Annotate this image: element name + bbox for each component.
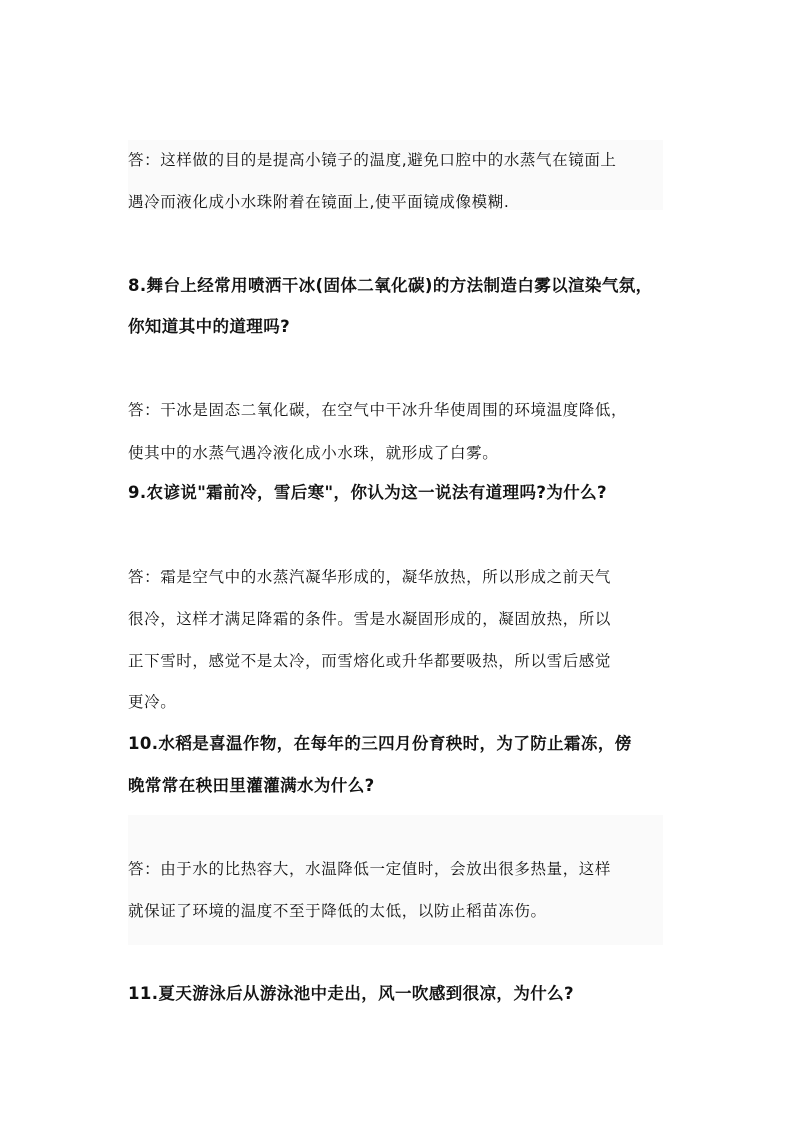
question-11-line-1: 11.夏天游泳后从游泳池中走出，风一吹感到很凉，为什么?	[128, 984, 575, 1003]
answer-8-line-2: 使其中的水蒸气遇冷液化成小水珠，就形成了白雾。	[128, 444, 499, 462]
answer-9-line-2: 很冷，这样才满足降霜的条件。雪是水凝固形成的，凝固放热，所以	[128, 610, 612, 628]
question-10-line-2: 晚常常在秧田里灌灌满水为什么?	[128, 776, 375, 795]
question-9-line-1: 9.农谚说"霜前冷，雪后寒"，你认为这一说法有道理吗?为什么?	[128, 483, 607, 502]
answer-10-line-1: 答：由于水的比热容大，水温降低一定值时，会放出很多热量，这样	[128, 860, 612, 878]
question-8-line-1: 8.舞台上经常用喷洒干冰(固体二氧化碳)的方法制造白雾以渲染气氛，	[128, 276, 653, 295]
answer-9-line-4: 更冷。	[128, 693, 177, 711]
question-10-line-1: 10.水稻是喜温作物，在每年的三四月份育秧时，为了防止霜冻，傍	[128, 734, 632, 753]
answer-9-line-1: 答：霜是空气中的水蒸汽凝华形成的，凝华放热，所以形成之前天气	[128, 568, 612, 586]
answer-7-line-1: 答：这样做的目的是提高小镜子的温度,避免口腔中的水蒸气在镜面上	[128, 151, 617, 169]
answer-7-line-2: 遇冷而液化成小水珠附着在镜面上,使平面镜成像模糊.	[128, 193, 510, 211]
answer-9-line-3: 正下雪时，感觉不是太冷，而雪熔化或升华都要吸热，所以雪后感觉	[128, 652, 612, 670]
question-8-line-2: 你知道其中的道理吗?	[128, 317, 291, 336]
answer-8-line-1: 答：干冰是固态二氧化碳，在空气中干冰升华使周围的环境温度降低，	[128, 401, 628, 419]
answer-10-line-2: 就保证了环境的温度不至于降低的太低，以防止稻苗冻伤。	[128, 902, 547, 920]
